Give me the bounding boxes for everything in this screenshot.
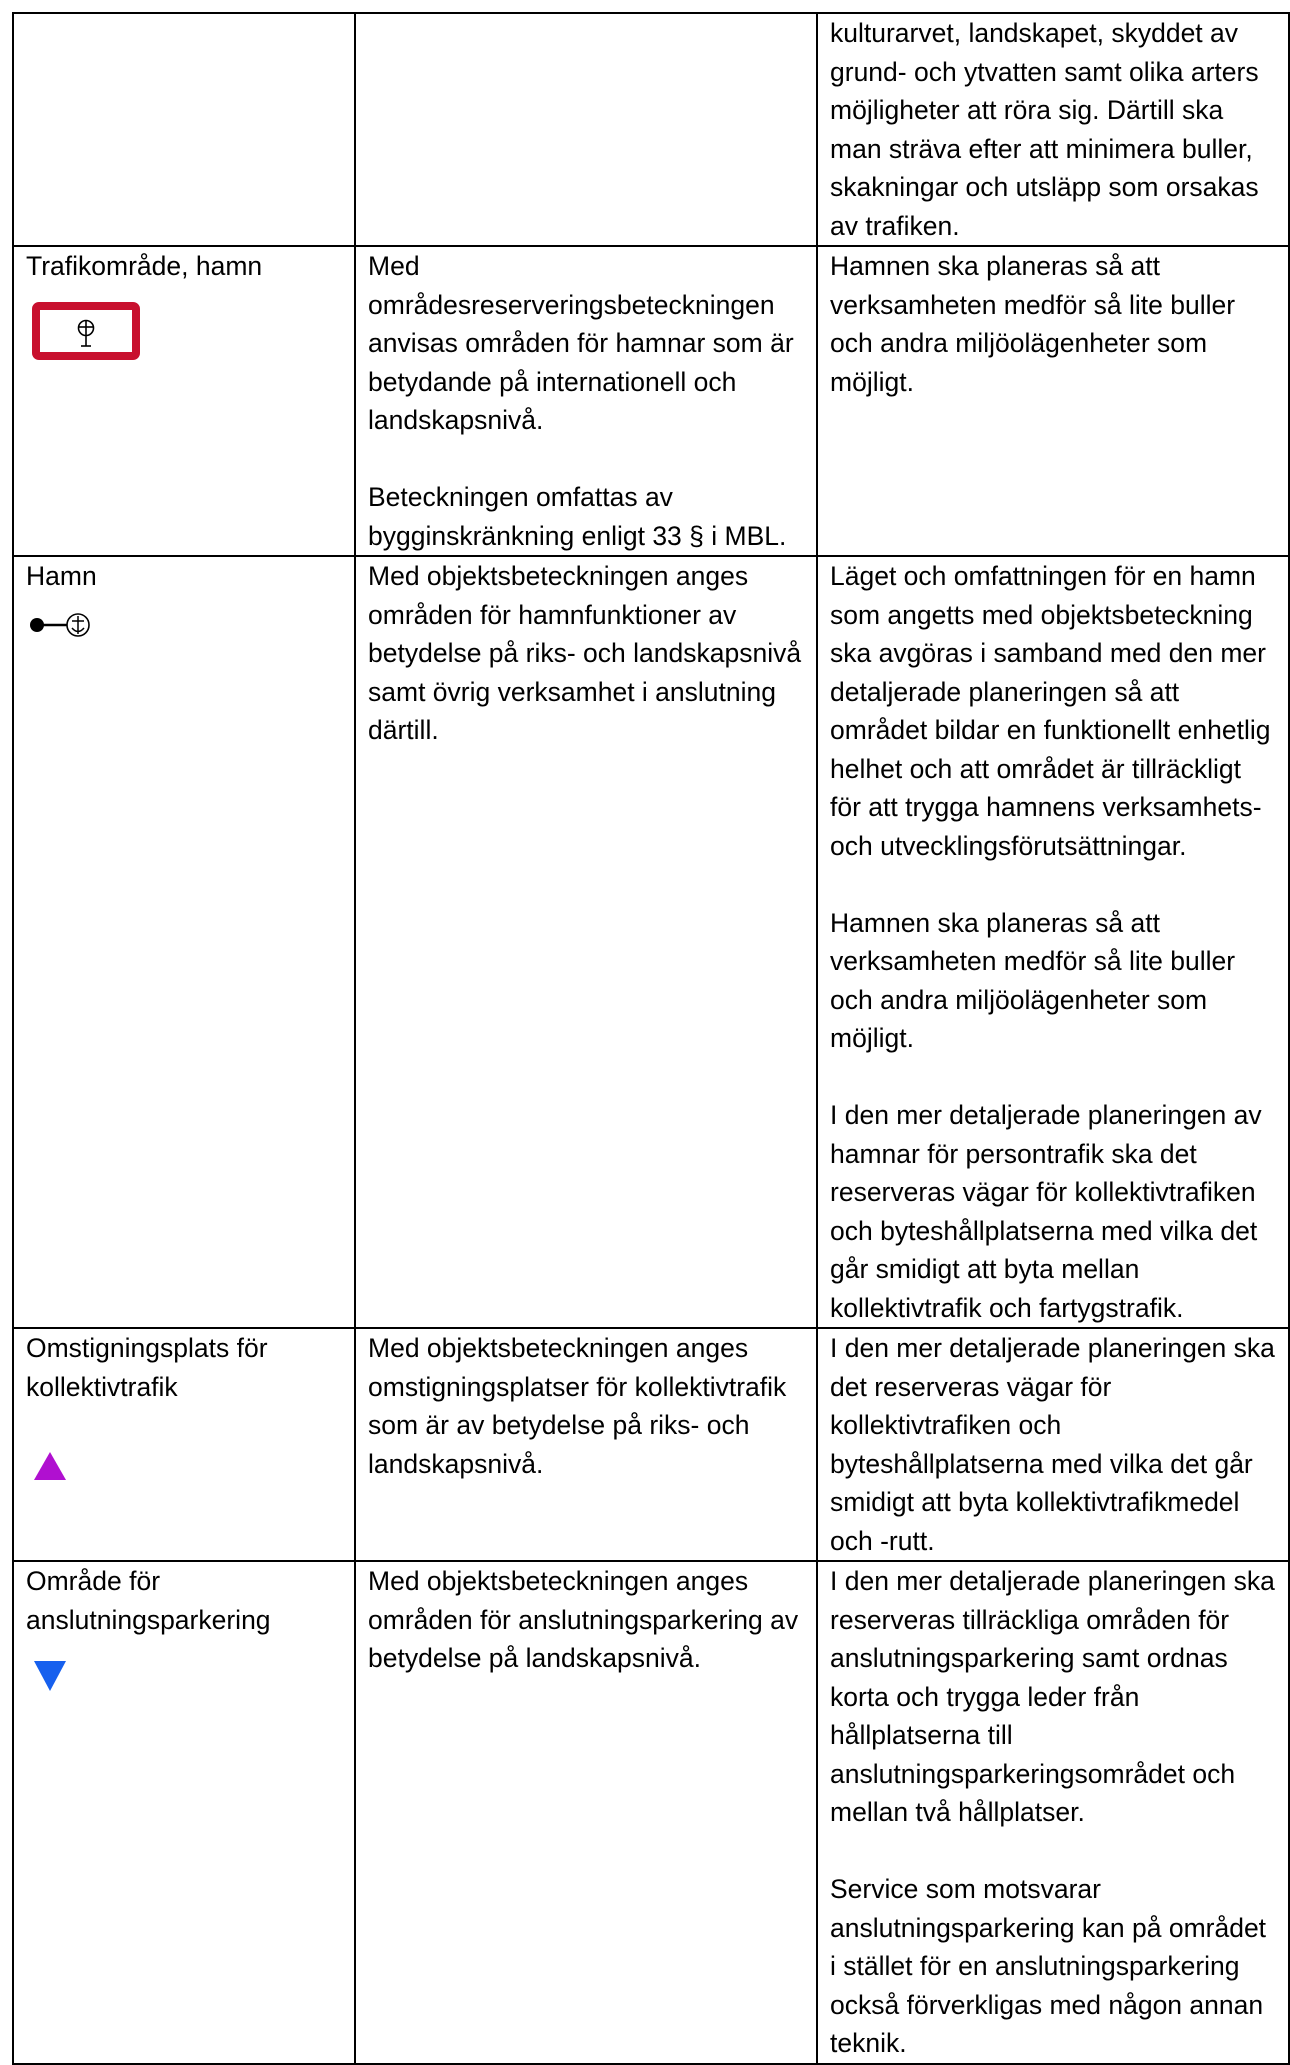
guideline-text: Hamnen ska planeras så att verksamheten medför så lite buller och andra miljöolägenheter som möjligt. [830,251,1236,397]
term-cell [13,246,355,556]
anchor-in-red-frame-icon [32,302,342,360]
term-cell [13,13,355,246]
term-text: Område för anslutningsparkering [26,1566,271,1635]
guideline-cell [817,13,1289,246]
term-cell [13,1328,355,1561]
guideline-cell [817,246,1289,556]
definition-cell [355,13,817,246]
term-cell [13,556,355,1328]
term-text: Hamn [26,561,97,591]
term-text: Trafikområde, hamn [26,251,263,281]
anchor-with-dot-line-icon [28,610,342,640]
guideline-text: I den mer detaljerade planeringen ska det reserveras vägar för kollektivtrafiken och byteshållplatserna med vilka det går smidigt att byta kollektivtrafikmedel och -rutt. [830,1333,1275,1556]
guideline-cell [817,1561,1289,2064]
planning-regulations-table [12,12,1290,2065]
table-row [13,556,1289,1328]
guideline-cell [817,1328,1289,1561]
definition-cell [355,1328,817,1561]
definition-text: Med objektsbeteckningen anges områden för anslutningsparkering av betydelse på landskapsnivå. [368,1566,799,1673]
guideline-cell [817,556,1289,1328]
term-cell [13,1561,355,2064]
guideline-text: Läget och omfattningen för en hamn som angetts med objektsbeteckning ska avgöras i samband med den mer detaljerade planeringen så att området bildar en funktionellt enhetlig helhet och att området är tillräckligt för att trygga hamnens verksamhets- och utvecklingsförutsättningar. Hamnen ska planeras så att verksamheten medför så lite buller och andra miljöolägenheter som möjligt. I den mer detaljerade planeringen av hamnar för persontrafik ska det reserveras vägar för kollektivtrafiken och byteshållplatserna med vilka det går smidigt att byta mellan kollektivtrafik och fartygstrafik. [830,561,1271,1323]
table-row [13,1328,1289,1561]
definition-cell [355,1561,817,2064]
blue-triangle-down-icon [32,1659,342,1693]
definition-cell [355,556,817,1328]
guideline-text: I den mer detaljerade planeringen ska reserveras tillräckliga områden för anslutningsparkering samt ordnas korta och trygga leder från hållplatserna till anslutningsparkeringsområdet och mellan två hållplatser. Service som motsvarar anslutningsparkering kan på området i stället för en anslutningsparkering också förverkligas med någon annan teknik. [830,1566,1275,2058]
definition-text: Med områdesreserveringsbeteckningen anvisas områden för hamnar som är betydande på internationell och landskapsnivå. Beteckningen omfattas av bygginskränkning enligt 33 § i MBL. [368,251,794,551]
term-text: Omstigningsplats för kollektivtrafik [26,1333,268,1402]
definition-text: Med objektsbeteckningen anges områden för hamnfunktioner av betydelse på riks- och landskapsnivå samt övrig verksamhet i anslutning därtill. [368,561,802,745]
definition-text: Med objektsbeteckningen anges omstigningsplatser för kollektivtrafik som är av betydelse på riks- och landskapsnivå. [368,1333,787,1479]
purple-triangle-up-icon [32,1450,342,1482]
table-row [13,1561,1289,2064]
guideline-text: kulturarvet, landskapet, skyddet av grund- och ytvatten samt olika arters möjligheter att röra sig. Därtill ska man sträva efter att minimera buller, skakningar och utsläpp som orsakas av trafiken. [830,18,1259,241]
table-row [13,13,1289,246]
definition-cell [355,246,817,556]
table-row [13,246,1289,556]
